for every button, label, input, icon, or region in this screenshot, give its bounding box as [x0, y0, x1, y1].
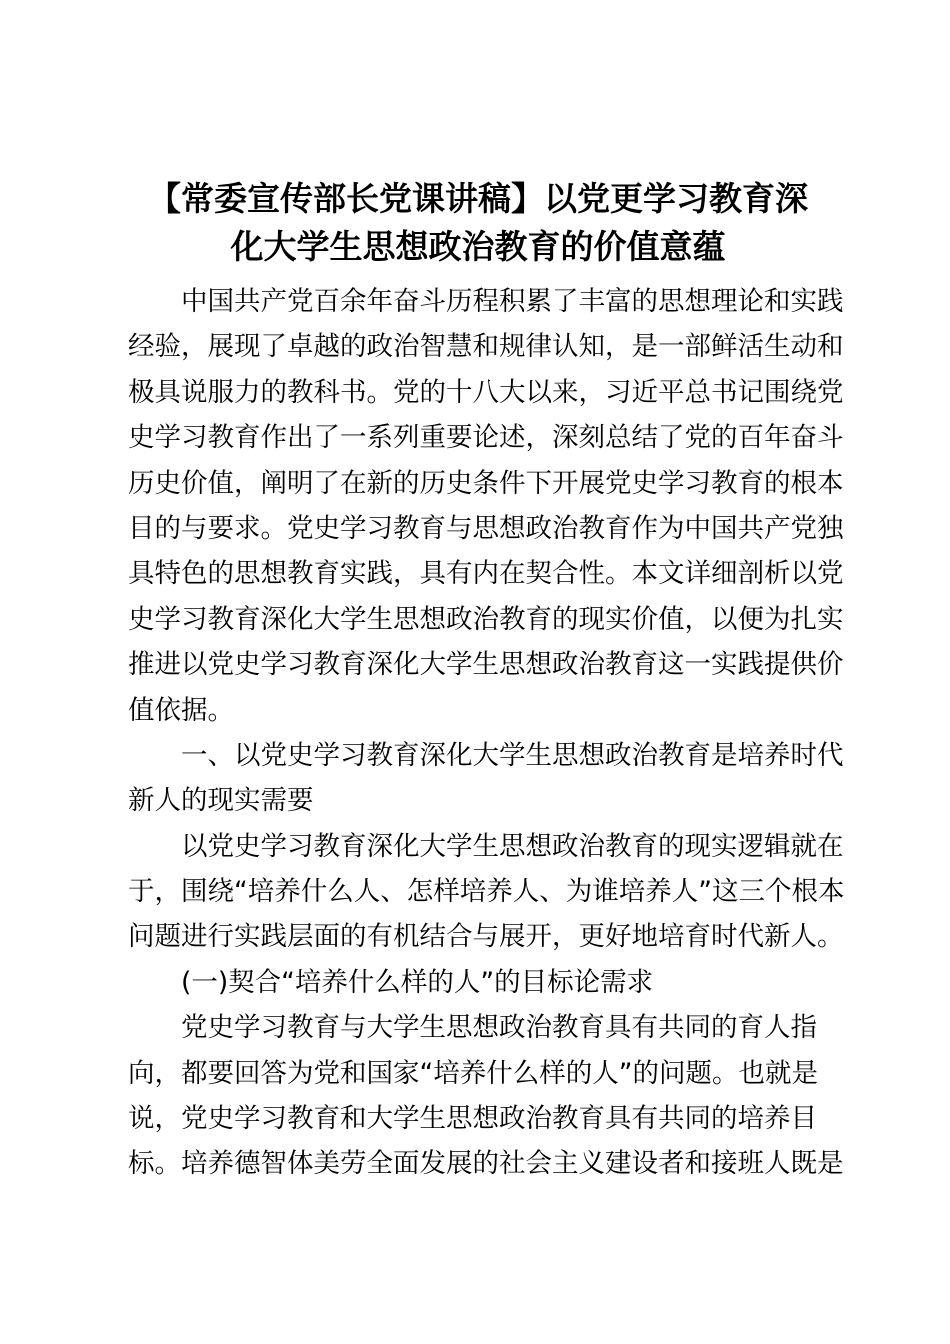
- paragraph-1-line-5: 历史价值，阐明了在新的历史条件下开展党史学习教育的根本: [128, 467, 844, 499]
- paragraph-2-line-2: 于，围绕“培养什么人、怎样培养人、为谁培养人”这三个根本: [128, 876, 845, 908]
- paragraph-1-line-2: 经验，展现了卓越的政治智慧和规律认知，是一部鲜活生动和: [128, 331, 844, 363]
- paragraph-2-line-1: 以党史学习教育深化大学生思想政治教育的现实逻辑就在: [181, 830, 844, 862]
- paragraph-1-line-10: 值依据。: [128, 694, 234, 726]
- paragraph-1-line-6: 目的与要求。党史学习教育与思想政治教育作为中国共产党独: [128, 512, 844, 544]
- paragraph-3-line-1: 党史学习教育与大学生思想政治教育具有共同的育人指: [181, 1012, 817, 1044]
- paragraph-1-line-9: 推进以党史学习教育深化大学生思想政治教育这一实践提供价: [128, 649, 844, 681]
- document-title: [118, 175, 838, 271]
- title-line-2: 化大学生思想政治教育的价值意蕴: [230, 227, 726, 266]
- document-body: [128, 279, 845, 1187]
- paragraph-1-line-4: 史学习教育作出了一系列重要论述，深刻总结了党的百年奋斗: [128, 422, 844, 454]
- paragraph-3-line-2: 向，都要回答为党和国家“培养什么样的人”的问题。也就是: [128, 1057, 818, 1089]
- paragraph-3-line-4: 标。培养德智体美劳全面发展的社会主义建设者和接班人既是: [128, 1148, 844, 1180]
- paragraph-3-line-3: 说，党史学习教育和大学生思想政治教育具有共同的培养目: [128, 1103, 817, 1135]
- section-heading-1-line-2: 新人的现实需要: [128, 785, 314, 817]
- paragraph-1-line-3: 极具说服力的教科书。党的十八大以来，习近平总书记围绕党: [128, 376, 844, 408]
- paragraph-1-line-1: 中国共产党百余年奋斗历程积累了丰富的思想理论和实践: [181, 286, 844, 317]
- title-line-1: 【常委宣传部长党课讲稿】以党更学习教育深: [148, 179, 808, 218]
- paragraph-2-line-3: 问题进行实践层面的有机结合与展开，更好地培育时代新人。: [128, 921, 844, 953]
- paragraph-1-line-7: 具特色的思想教育实践，具有内在契合性。本文详细剖析以党: [128, 558, 844, 590]
- section-heading-1-line-1: 一、以党史学习教育深化大学生思想政治教育是培养时代: [181, 739, 844, 771]
- subsection-heading-1: (一)契合“培养什么样的人”的目标论需求: [181, 966, 654, 998]
- paragraph-1-line-8: 史学习教育深化大学生思想政治教育的现实价值，以便为扎实: [128, 603, 844, 635]
